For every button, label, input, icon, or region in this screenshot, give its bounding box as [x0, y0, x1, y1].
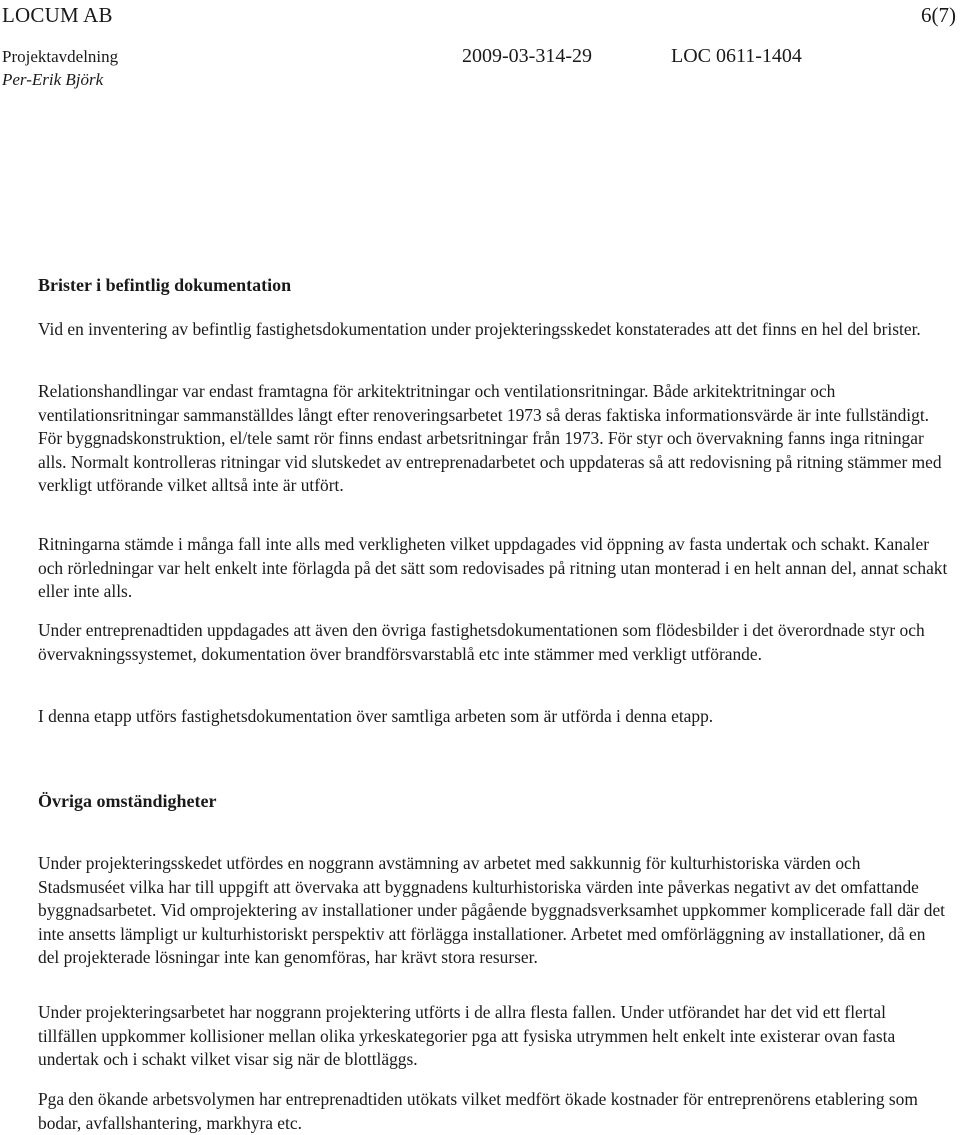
- paragraph: Under entreprenadtiden uppdagades att även den övriga fastighetsdokumentationen som flödesbilder i det överordnade styr och övervakningssystemet, dokumentation över brandförsvarstablå etc inte stämmer med verkligt utförande.: [38, 620, 925, 664]
- paragraph: Vid en inventering av befintlig fastighetsdokumentation under projekteringsskedet konstaterades att det finns en hel del brister.: [38, 319, 921, 339]
- page-number: 6(7): [921, 3, 956, 27]
- department: Projektavdelning: [2, 47, 119, 66]
- author-name: Per-Erik Björk: [2, 70, 104, 89]
- paragraph: Under projekteringsskedet utfördes en noggrann avstämning av arbetet med sakkunnig för kulturhistoriska värden och Stadsmuséet vilka har till uppgift att övervaka att byggnadens kulturhistoriska värden inte påverkas negativt av det omfattande byggnadsarbetet. Vid omprojektering av installationer under pågående byggnadsverksamhet uppkommer komplicerade fall där det inte ansetts lämpligt ur kulturhistoriskt perspektiv att förlägga installationer. Arbetet med omförläggning av installationer, då en del projekterade lösningar inte kan genomföras, har krävt stora resurser.: [38, 853, 946, 967]
- paragraph: Under projekteringsarbetet har noggrann projektering utförts i de allra flesta fallen. Under utförandet har det vid ett flertal tillfällen uppkommer kollisioner mellan olika yrkeskategorier pga att fysiska utrymmen helt enkelt inte existerar ovan fasta undertak och i schakt vilket visar sig när de blottläggs.: [38, 1002, 896, 1069]
- paragraph: I denna etapp utförs fastighetsdokumentation över samtliga arbeten som är utförda i denna etapp.: [38, 706, 714, 726]
- company-name: LOCUM AB: [2, 3, 113, 27]
- paragraph: Relationshandlingar var endast framtagna för arkitektritningar och ventilationsritningar. Både arkitektritningar och ventilationsritningar sammanställdes långt efter renoveringsarbetet 1973 så deras faktiska informationsvärde är inte fullständigt. För byggnadskonstruktion, el/tele samt rör finns endast arbetsritningar från 1973. För styr och övervakning fanns inga ritningar alls. Normalt kontrolleras ritningar vid slutskedet av entreprenadarbetet och uppdateras så att redovisning på ritning stämmer med verkligt utförande vilket alltså inte är utfört.: [38, 381, 942, 495]
- paragraph: Pga den ökande arbetsvolymen har entreprenadtiden utökats vilket medfört ökade kostnader för entreprenörens etablering som bodar, avfallshantering, markhyra etc.: [38, 1089, 918, 1133]
- section-heading: Brister i befintlig dokumentation: [38, 275, 292, 295]
- section-heading: Övriga omständigheter: [38, 791, 217, 811]
- document-reference: LOC 0611-1404: [671, 45, 802, 67]
- paragraph: Ritningarna stämde i många fall inte alls med verkligheten vilket uppdagades vid öppning av fasta undertak och schakt. Kanaler och rörledningar var helt enkelt inte förlagda på det sätt som redovisades på ritning utan monterad i en helt annan del, annat schakt eller inte alls.: [38, 534, 948, 601]
- document-date: 2009-03-314-29: [462, 45, 592, 67]
